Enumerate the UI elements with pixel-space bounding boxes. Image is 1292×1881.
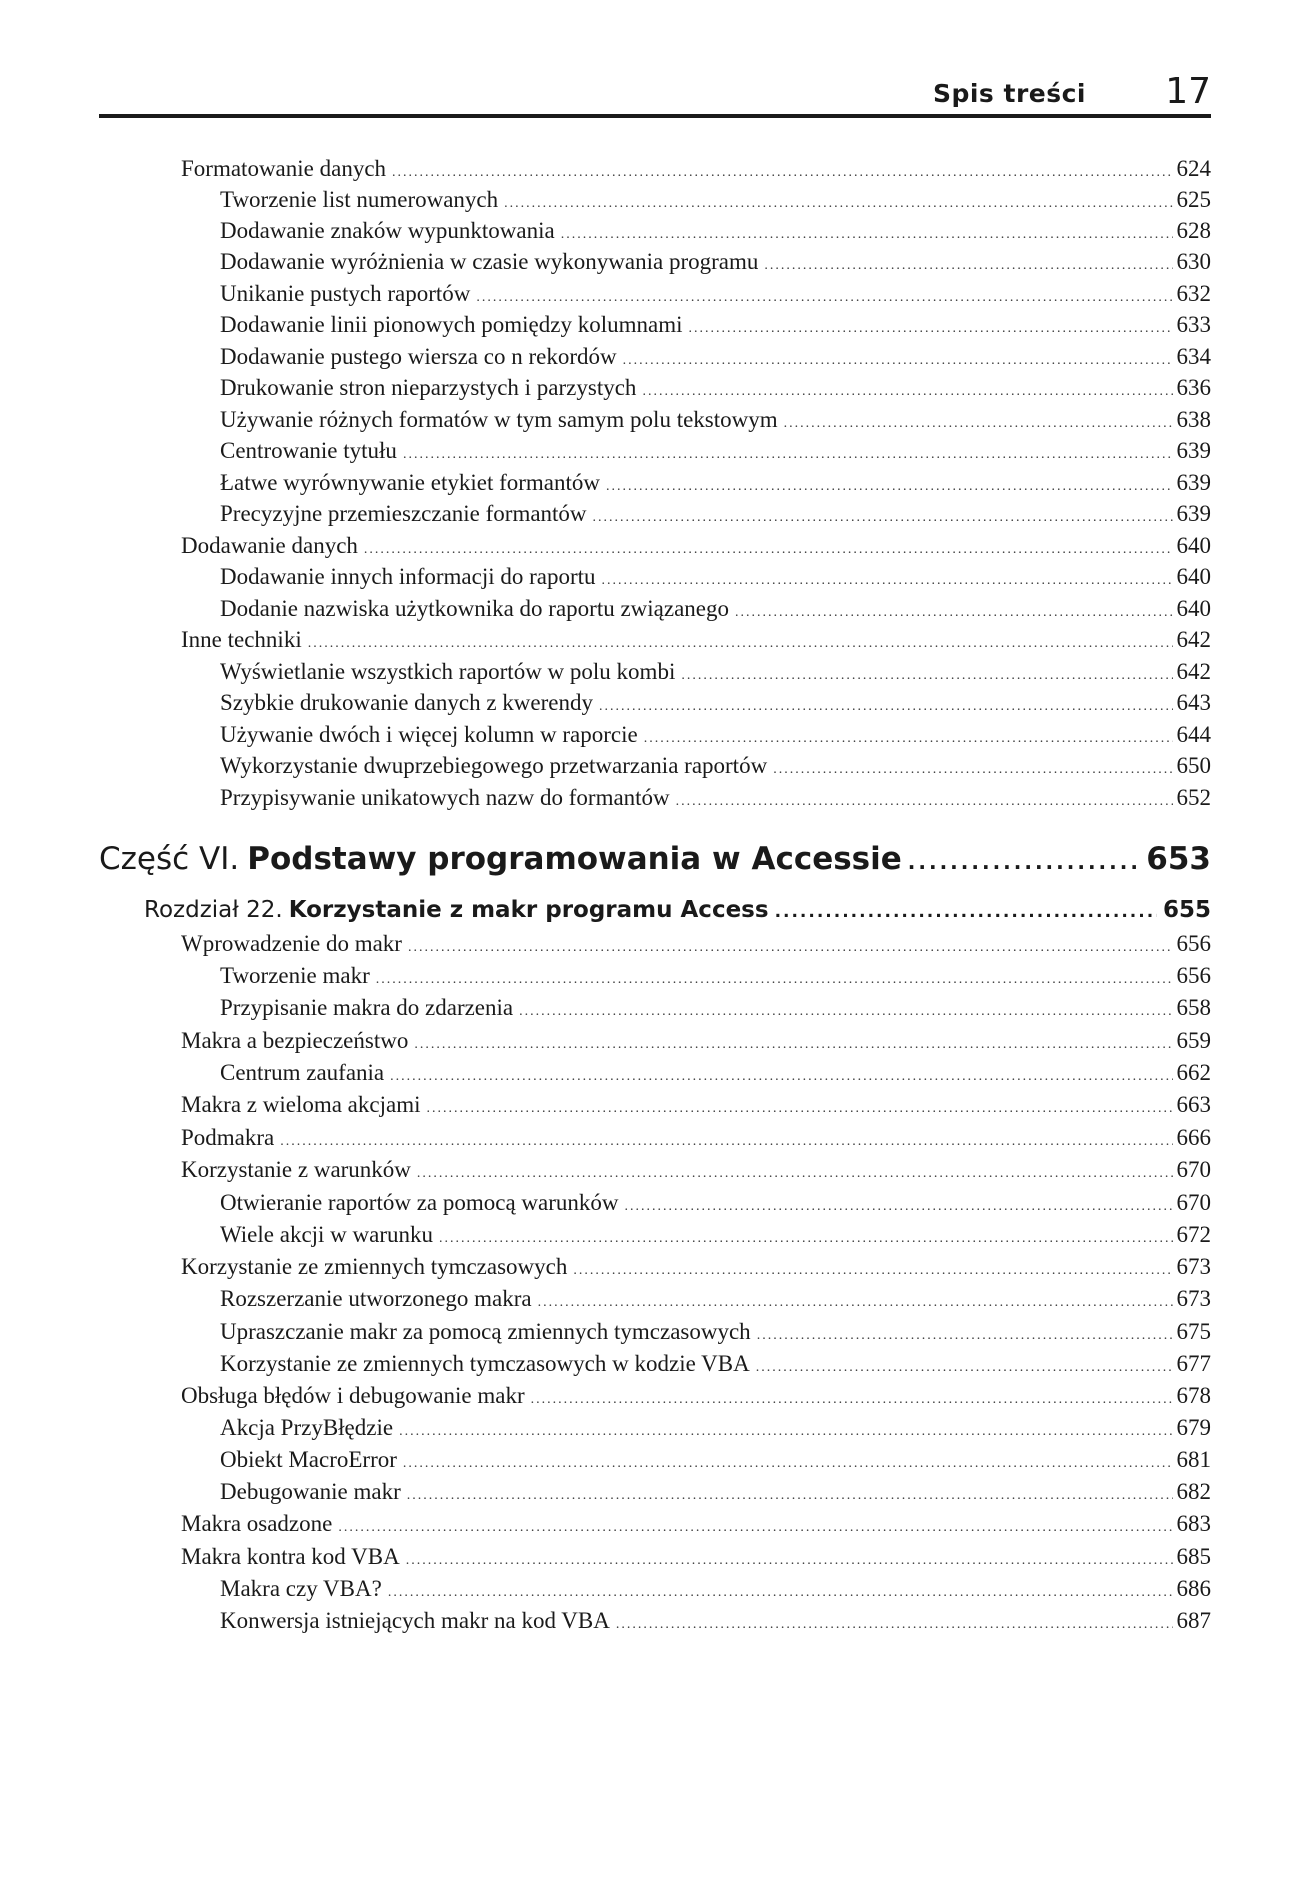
chapter-heading <box>144 897 1211 923</box>
entry-page: 687 <box>1176 1608 1211 1633</box>
entry-label: Akcja PrzyBłędzie <box>220 1415 394 1440</box>
entry-page: 634 <box>1176 344 1211 369</box>
entry-page: 670 <box>1176 1190 1211 1215</box>
entry-page: 639 <box>1176 470 1211 495</box>
dot-leader <box>642 374 1172 406</box>
entry-label: Dodawanie znaków wypunktowania <box>220 218 555 243</box>
dot-leader <box>476 280 1172 312</box>
dot-leader <box>593 500 1173 532</box>
entry-page: 662 <box>1176 1060 1211 1085</box>
entry-label: Makra z wieloma akcjami <box>181 1092 421 1117</box>
entry-page: 644 <box>1176 722 1211 747</box>
toc-entry <box>220 1189 1211 1221</box>
dot-leader <box>504 186 1172 218</box>
entry-label: Wyświetlanie wszystkich raportów w polu kombi <box>220 659 676 684</box>
dot-leader <box>364 532 1173 564</box>
dot-leader <box>676 784 1173 816</box>
entry-label: Precyzyjne przemieszczanie formantów <box>220 501 587 526</box>
entry-label: Wprowadzenie do makr <box>181 931 402 956</box>
entry-page: 624 <box>1176 156 1211 181</box>
entry-label: Tworzenie makr <box>220 963 370 988</box>
dot-leader <box>406 1543 1173 1575</box>
entry-label: Używanie dwóch i więcej kolumn w raporcie <box>220 722 638 747</box>
entry-label: Makra osadzone <box>181 1511 333 1536</box>
entry-label: Korzystanie ze zmiennych tymczasowych <box>181 1254 568 1279</box>
dot-leader <box>599 689 1173 721</box>
toc-entry <box>220 280 1211 312</box>
entry-label: Upraszczanie makr za pomocą zmiennych tymczasowych <box>220 1319 751 1344</box>
toc-entry <box>181 1253 1211 1285</box>
entry-label: Makra a bezpieczeństwo <box>181 1028 409 1053</box>
toc-entry <box>220 658 1211 690</box>
entry-label: Szybkie drukowanie danych z kwerendy <box>220 690 593 715</box>
dot-leader <box>773 752 1172 784</box>
entry-page: 658 <box>1176 995 1211 1020</box>
toc-entry <box>220 186 1211 218</box>
toc-entry <box>220 1446 1211 1478</box>
dot-leader <box>407 1478 1173 1510</box>
toc-entry <box>181 1156 1211 1188</box>
entry-label: Używanie różnych formatów w tym samym polu tekstowym <box>220 407 778 432</box>
dot-leader <box>561 217 1173 249</box>
page-header <box>99 62 1211 118</box>
entry-label: Łatwe wyrównywanie etykiet formantów <box>220 470 601 495</box>
entry-label: Tworzenie list numerowanych <box>220 187 499 212</box>
entry-label: Rozszerzanie utworzonego makra <box>220 1286 532 1311</box>
dot-leader <box>764 248 1172 280</box>
dot-leader <box>573 1253 1172 1285</box>
dot-leader <box>426 1091 1172 1123</box>
entry-page: 638 <box>1176 407 1211 432</box>
dot-leader <box>308 626 1173 658</box>
dot-leader <box>616 1607 1173 1639</box>
dot-leader <box>403 437 1173 469</box>
entry-label: Dodawanie linii pionowych pomiędzy kolumnami <box>220 312 683 337</box>
dot-leader <box>908 850 1141 874</box>
toc-entry <box>220 406 1211 438</box>
toc-entry <box>220 1607 1211 1639</box>
entry-page: 628 <box>1176 218 1211 243</box>
toc-entry <box>220 784 1211 816</box>
entry-page: 675 <box>1176 1319 1211 1344</box>
toc-entry <box>220 689 1211 721</box>
dot-leader <box>623 343 1173 375</box>
toc-entry <box>220 374 1211 406</box>
dot-leader <box>602 563 1173 595</box>
entry-label: Obiekt MacroError <box>220 1447 397 1472</box>
dot-leader <box>606 469 1172 501</box>
entry-page: 681 <box>1176 1447 1211 1472</box>
dot-leader <box>775 902 1157 922</box>
part-number: Część VI. <box>99 841 240 877</box>
toc-entry <box>220 469 1211 501</box>
entry-page: 652 <box>1176 785 1211 810</box>
entry-page: 632 <box>1176 281 1211 306</box>
entry-page: 630 <box>1176 249 1211 274</box>
entry-label: Dodawanie danych <box>181 533 358 558</box>
entry-label: Drukowanie stron nieparzystych i parzystych <box>220 375 637 400</box>
toc-entry <box>220 1414 1211 1446</box>
toc-entry <box>220 311 1211 343</box>
dot-leader <box>399 1414 1172 1446</box>
entry-page: 642 <box>1176 627 1211 652</box>
dot-leader <box>417 1156 1173 1188</box>
entry-label: Konwersja istniejących makr na kod VBA <box>220 1608 610 1633</box>
toc-entry <box>220 721 1211 753</box>
dot-leader <box>757 1318 1173 1350</box>
entry-page: 666 <box>1176 1125 1211 1150</box>
entry-page: 678 <box>1176 1383 1211 1408</box>
entry-label: Korzystanie z warunków <box>181 1157 411 1182</box>
entry-label: Wykorzystanie dwuprzebiegowego przetwarzania raportów <box>220 753 768 778</box>
entry-label: Przypisywanie unikatowych nazw do formantów <box>220 785 670 810</box>
entry-page: 672 <box>1176 1222 1211 1247</box>
toc-entry <box>220 1350 1211 1382</box>
entry-label: Obsługa błędów i debugowanie makr <box>181 1383 525 1408</box>
toc-entry <box>220 437 1211 469</box>
toc-entry <box>181 1124 1211 1156</box>
dot-leader <box>403 1446 1173 1478</box>
entry-label: Podmakra <box>181 1125 275 1150</box>
entry-label: Debugowanie makr <box>220 1479 401 1504</box>
dot-leader <box>414 1027 1172 1059</box>
entry-label: Dodawanie innych informacji do raportu <box>220 564 596 589</box>
toc-entry <box>181 930 1211 962</box>
dot-leader <box>388 1575 1173 1607</box>
entry-page: 673 <box>1176 1254 1211 1279</box>
part-page: 653 <box>1146 841 1211 877</box>
dot-leader <box>784 406 1173 438</box>
dot-leader <box>531 1382 1173 1414</box>
entry-page: 636 <box>1176 375 1211 400</box>
entry-page: 659 <box>1176 1028 1211 1053</box>
toc-entry <box>220 217 1211 249</box>
entry-page: 686 <box>1176 1576 1211 1601</box>
entry-page: 640 <box>1176 564 1211 589</box>
chapter-title: Korzystanie z makr programu Access <box>288 897 769 923</box>
dot-leader <box>392 155 1172 187</box>
toc-entry <box>181 1510 1211 1542</box>
running-title: Spis treści <box>932 79 1086 108</box>
entry-page: 682 <box>1176 1479 1211 1504</box>
dot-leader <box>338 1510 1172 1542</box>
dot-leader <box>376 962 1173 994</box>
dot-leader <box>681 658 1172 690</box>
entry-page: 670 <box>1176 1157 1211 1182</box>
dot-leader <box>408 930 1173 962</box>
dot-leader <box>644 721 1173 753</box>
entry-page: 679 <box>1176 1415 1211 1440</box>
toc-entry <box>220 1318 1211 1350</box>
entry-label: Centrum zaufania <box>220 1060 385 1085</box>
toc-entry <box>181 1543 1211 1575</box>
entry-label: Dodanie nazwiska użytkownika do raportu związanego <box>220 596 730 621</box>
entry-page: 625 <box>1176 187 1211 212</box>
toc-entry <box>181 1091 1211 1123</box>
entry-page: 633 <box>1176 312 1211 337</box>
entry-page: 642 <box>1176 659 1211 684</box>
toc-entry <box>220 248 1211 280</box>
dot-leader <box>625 1189 1173 1221</box>
toc-entry <box>220 1059 1211 1091</box>
entry-label: Inne techniki <box>181 627 302 652</box>
toc-entry <box>220 1221 1211 1253</box>
entry-page: 640 <box>1176 533 1211 558</box>
entry-page: 639 <box>1176 438 1211 463</box>
dot-leader <box>439 1221 1172 1253</box>
chapter-number: Rozdział 22. <box>144 897 283 923</box>
dot-leader <box>519 994 1172 1026</box>
entry-label: Dodawanie pustego wiersza co n rekordów <box>220 344 617 369</box>
toc-entry <box>181 626 1211 658</box>
entry-label: Makra kontra kod VBA <box>181 1544 400 1569</box>
dot-leader <box>735 595 1172 627</box>
entry-page: 650 <box>1176 753 1211 778</box>
entry-label: Dodawanie wyróżnienia w czasie wykonywania programu <box>220 249 759 274</box>
entry-label: Przypisanie makra do zdarzenia <box>220 995 514 1020</box>
entry-label: Unikanie pustych raportów <box>220 281 471 306</box>
toc-entry <box>220 500 1211 532</box>
toc-entry <box>220 962 1211 994</box>
toc-entry <box>181 532 1211 564</box>
entry-label: Makra czy VBA? <box>220 1576 382 1601</box>
dot-leader <box>756 1350 1173 1382</box>
chapter-page: 655 <box>1162 897 1211 923</box>
dot-leader <box>688 311 1172 343</box>
dot-leader <box>390 1059 1172 1091</box>
toc-entry <box>220 1575 1211 1607</box>
entry-page: 663 <box>1176 1092 1211 1117</box>
page-number: 17 <box>1165 71 1211 112</box>
toc-entry <box>220 994 1211 1026</box>
entry-page: 656 <box>1176 963 1211 988</box>
part-heading <box>99 841 1211 877</box>
entry-label: Korzystanie ze zmiennych tymczasowych w kodzie VBA <box>220 1351 750 1376</box>
dot-leader <box>538 1285 1173 1317</box>
entry-page: 673 <box>1176 1286 1211 1311</box>
toc-entry <box>181 1382 1211 1414</box>
entry-page: 656 <box>1176 931 1211 956</box>
part-title: Podstawy programowania w Accessie <box>247 841 902 877</box>
toc-entry <box>181 155 1211 187</box>
toc-entry <box>220 1285 1211 1317</box>
dot-leader <box>280 1124 1172 1156</box>
toc-entry <box>181 1027 1211 1059</box>
toc-entry <box>220 1478 1211 1510</box>
entry-page: 643 <box>1176 690 1211 715</box>
toc-entry <box>220 752 1211 784</box>
toc-entry <box>220 343 1211 375</box>
entry-page: 677 <box>1176 1351 1211 1376</box>
entry-label: Centrowanie tytułu <box>220 438 397 463</box>
toc-entry <box>220 563 1211 595</box>
entry-label: Otwieranie raportów za pomocą warunków <box>220 1190 619 1215</box>
entry-page: 683 <box>1176 1511 1211 1536</box>
entry-label: Wiele akcji w warunku <box>220 1222 434 1247</box>
entry-page: 639 <box>1176 501 1211 526</box>
toc-entry <box>220 595 1211 627</box>
entry-label: Formatowanie danych <box>181 156 387 181</box>
entry-page: 685 <box>1176 1544 1211 1569</box>
entry-page: 640 <box>1176 596 1211 621</box>
